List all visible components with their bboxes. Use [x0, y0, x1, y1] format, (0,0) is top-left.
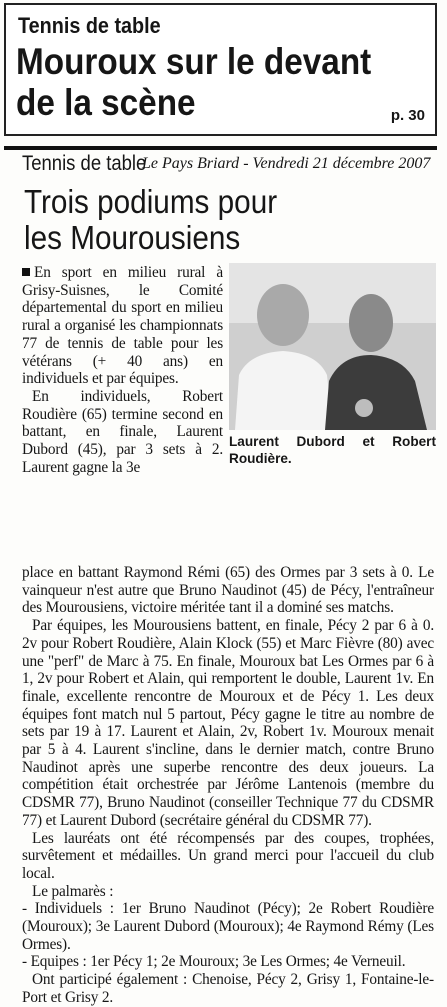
source-publication-date	[142, 155, 430, 173]
paragraph: Ont participé également : Chenoise, Pécy 2, Grisy 1, Fontaine-le-Port et Grisy 2.	[22, 971, 434, 1006]
article-title-line-2: les Mourousiens	[24, 219, 241, 256]
paragraph: En individuels, Robert Roudière (65) termine second en battant, en finale, Laurent Dubord (45), par 3 sets à 2. Laurent gagne la 3e	[22, 387, 223, 476]
article-left-column	[22, 264, 223, 476]
bullet-square-icon	[22, 268, 30, 276]
source-date: - Vendredi 21 décembre 2007	[243, 155, 431, 172]
list-item: - Equipes : 1er Pécy 1; 2e Mouroux; 3e Les Ormes; 4e Verneuil.	[22, 953, 406, 971]
headline-line-1: Mouroux sur le devant	[16, 41, 372, 82]
article-title-line-1: Trois podiums pour	[24, 183, 278, 220]
paragraph: Les lauréats ont été récompensés par des coupes, trophées, survêtement et médailles. Un grand merci pour l'accueil du club local.	[22, 829, 434, 882]
header-kicker: Tennis de table	[18, 13, 161, 38]
source-section: Tennis de table	[22, 152, 147, 175]
photo-image	[229, 263, 436, 430]
article-title	[24, 184, 277, 256]
players-photo	[229, 263, 436, 430]
page-reference: p. 30	[390, 107, 425, 124]
paragraph: Par équipes, les Mourousiens battent, en finale, Pécy 2 par 6 à 0. 2v pour Robert Roudière, Alain Klock (55) et Marc Fièvre (80) avec une "perf" de Marc à 75. En finale, Mouroux bat Les Ormes par 6 à 1, 2v pour Robert et Alain, qui remportent le double, Laurent 1v. En finale, excellente rencontre de Mouroux et de Pécy 1. Les deux équipes font match nul 5 partout, Pécy gagne le titre au nombre de sets par 19 à 17. Laurent et Alain, 2v, Robert 1v. Mouroux menait par 5 à 4. Laurent s'incline, dans le dernier match, contre Bruno Naudinot après une superbe rencontre des deux joueurs. La compétition était orchestrée par Jérôme Lantenois (membre du CDSMR 77), Bruno Naudinot (conseiller Technique 77 du CDSMR 77) et Laurent Dubord (secrétaire général du CDSMR 77).	[22, 617, 434, 829]
article-body	[22, 564, 434, 1007]
headline-line-2: de la scène	[16, 82, 196, 123]
paragraph: place en battant Raymond Rémi (65) des Ormes par 3 sets à 0. Le vainqueur n'est autre que Bruno Naudinot (45) de Pécy, l'entraîneur des Mourousiens, victoire méritée tant il a dominé ses matchs.	[22, 564, 434, 617]
list-item: - Individuels : 1er Bruno Naudinot (Pécy); 2e Robert Roudière (Mouroux); 3e Laurent Dubord (Mouroux); 4e Raymond Rémy (Les Ormes).	[22, 900, 434, 953]
divider-rule	[4, 146, 437, 150]
source-line	[22, 152, 431, 176]
header-headline	[16, 41, 371, 123]
paragraph: En sport en milieu rural à Grisy-Suisnes, le Comité départemental du sport en milieu rural a organisé les championnats 77 de tennis de table pour les vétérans (+ 40 ans) en individuels et par équipes.	[22, 264, 223, 388]
paragraph: Le palmarès :	[32, 882, 114, 900]
photo-caption: Laurent Dubord et Robert Roudière.	[229, 434, 436, 466]
clipping-header	[4, 3, 437, 136]
source-publication: Le Pays Briard	[142, 155, 240, 172]
